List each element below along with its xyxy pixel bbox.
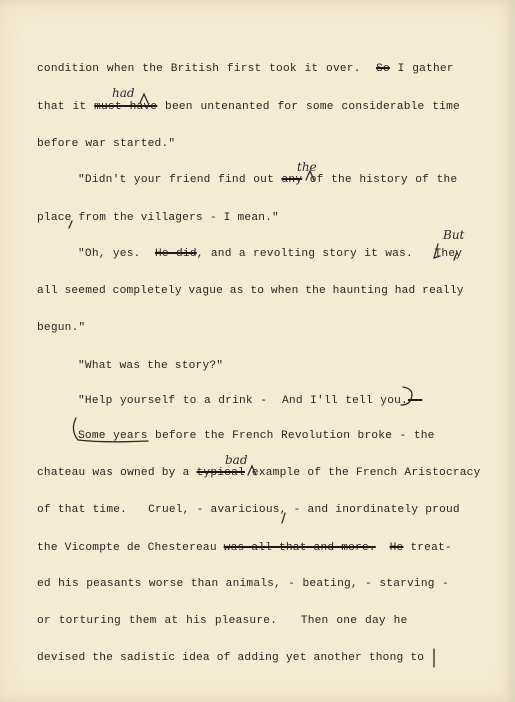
- line-text: condition when the British first took it over.: [37, 63, 377, 75]
- text-line: [37, 542, 452, 554]
- line-text: before war started.": [37, 138, 176, 150]
- text-line: [78, 248, 462, 260]
- line-text: begun.": [37, 322, 86, 334]
- text-line: [37, 138, 175, 150]
- line-text: place from the villagers - I mean.": [37, 212, 279, 224]
- line-text: of that time. Cruel, - avaricious, - and inordinately proud: [37, 504, 460, 516]
- struck-text: He: [389, 542, 404, 554]
- struck-text: was all that and more.: [223, 542, 376, 554]
- text-line: [37, 322, 85, 334]
- line-text: "What was the story?": [78, 360, 224, 372]
- handwritten-insertion: But: [443, 228, 465, 242]
- line-text: Some years before the French Revolution broke - the: [78, 430, 435, 442]
- line-text: all seemed completely vague as to when the haunting had really: [37, 285, 464, 297]
- line-text: of the history of the: [302, 174, 458, 186]
- line-text: [376, 542, 390, 554]
- struck-text: He did: [154, 248, 197, 260]
- text-line: [37, 578, 449, 590]
- text-line: [37, 467, 480, 479]
- line-text: ed his peasants worse than animals, - beating, - starving -: [37, 578, 449, 590]
- text-line: [78, 395, 422, 407]
- line-text: "Didn't your friend find out: [78, 174, 282, 186]
- line-text: I gather: [389, 63, 454, 75]
- struck-text: any: [281, 174, 303, 186]
- text-line: [37, 63, 454, 75]
- text-line: [37, 652, 424, 664]
- line-text: treat-: [403, 542, 452, 554]
- text-line: [78, 360, 223, 372]
- struck-text: must have: [94, 101, 158, 113]
- text-line: [78, 174, 457, 186]
- text-line: [78, 430, 435, 442]
- line-text: the Vicompte de Chestereau: [37, 542, 224, 554]
- text-line: [37, 101, 460, 113]
- struck-text: So: [376, 63, 390, 75]
- text-line: [37, 504, 460, 516]
- line-text: or torturing them at his pleasure. Then one day he: [37, 615, 408, 627]
- line-text: chateau was owned by a: [37, 467, 197, 479]
- text-line: [37, 285, 464, 297]
- handwritten-insertion: had: [112, 86, 135, 100]
- line-text: "Oh, yes.: [78, 248, 155, 260]
- line-text: example of the French Aristocracy: [244, 467, 481, 479]
- text-line: [37, 615, 408, 627]
- line-text: devised the sadistic idea of adding yet another thong to: [37, 652, 425, 664]
- handwritten-insertion: bad: [225, 453, 248, 467]
- line-text: that it: [37, 101, 95, 113]
- struck-text: -: [407, 395, 423, 407]
- line-text: , and a revolting story it was. They: [196, 248, 463, 260]
- handwritten-insertion: the: [297, 160, 317, 174]
- text-line: [37, 212, 279, 224]
- line-text: been untenanted for some considerable time: [157, 101, 460, 113]
- struck-text: typical: [196, 467, 245, 479]
- line-text: "Help yourself to a drink - And I'll tell you.: [78, 395, 408, 407]
